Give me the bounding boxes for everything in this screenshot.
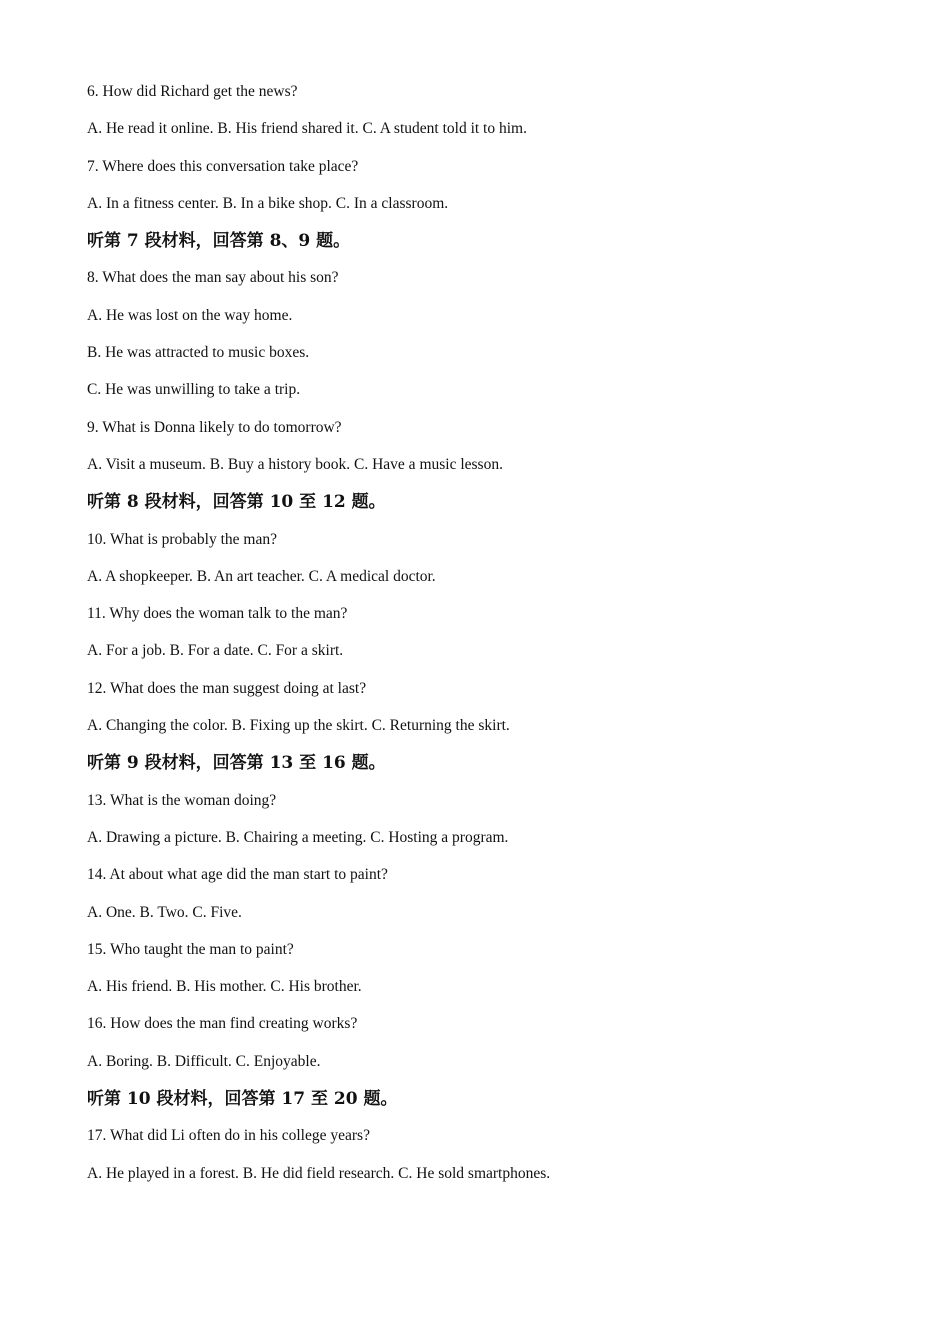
option-8a: A. He was lost on the way home. [87, 306, 293, 324]
question-11: 11. Why does the woman talk to the man? [87, 605, 348, 623]
options-16: A. Boring. B. Difficult. C. Enjoyable. [87, 1052, 321, 1070]
options-11: A. For a job. B. For a date. C. For a skirt. [87, 642, 344, 660]
options-7: A. In a fitness center. B. In a bike shop. C. In a classroom. [87, 194, 449, 212]
options-6: A. He read it online. B. His friend shared it. C. A student told it to him. [87, 120, 527, 138]
question-12: 12. What does the man suggest doing at last? [87, 679, 367, 697]
question-17: 17. What did Li often do in his college years? [87, 1127, 370, 1145]
question-16: 16. How does the man find creating works? [87, 1015, 358, 1033]
question-8: 8. What does the man say about his son? [87, 269, 339, 287]
options-15: A. His friend. B. His mother. C. His brother. [87, 978, 362, 996]
options-13: A. Drawing a picture. B. Chairing a meeting. C. Hosting a program. [87, 828, 509, 846]
options-14: A. One. B. Two. C. Five. [87, 903, 242, 921]
options-17: A. He played in a forest. B. He did field research. C. He sold smartphones. [87, 1164, 551, 1182]
document-page [87, 80, 887, 1199]
question-7: 7. Where does this conversation take place? [87, 157, 359, 175]
option-8c: C. He was unwilling to take a trip. [87, 381, 301, 399]
question-6: 6. How did Richard get the news? [87, 83, 298, 100]
options-9: A. Visit a museum. B. Buy a history book. C. Have a music lesson. [87, 455, 503, 473]
question-9: 9. What is Donna likely to do tomorrow? [87, 418, 342, 436]
question-10: 10. What is probably the man? [87, 530, 277, 548]
section-heading-10: 听第 10 段材料，回答第 17 至 20 题。 [87, 1089, 398, 1110]
options-10: A. A shopkeeper. B. An art teacher. C. A medical doctor. [87, 567, 436, 585]
section-heading-9: 听第 9 段材料，回答第 13 至 16 题。 [87, 753, 386, 774]
option-8b: B. He was attracted to music boxes. [87, 344, 310, 362]
section-heading-8: 听第 8 段材料，回答第 10 至 12 题。 [87, 492, 386, 513]
question-13: 13. What is the woman doing? [87, 791, 277, 809]
question-14: 14. At about what age did the man start to paint? [87, 866, 388, 884]
options-12: A. Changing the color. B. Fixing up the skirt. C. Returning the skirt. [87, 717, 510, 735]
section-heading-7: 听第 7 段材料，回答第 8、9 题。 [87, 231, 351, 252]
question-15: 15. Who taught the man to paint? [87, 940, 294, 958]
